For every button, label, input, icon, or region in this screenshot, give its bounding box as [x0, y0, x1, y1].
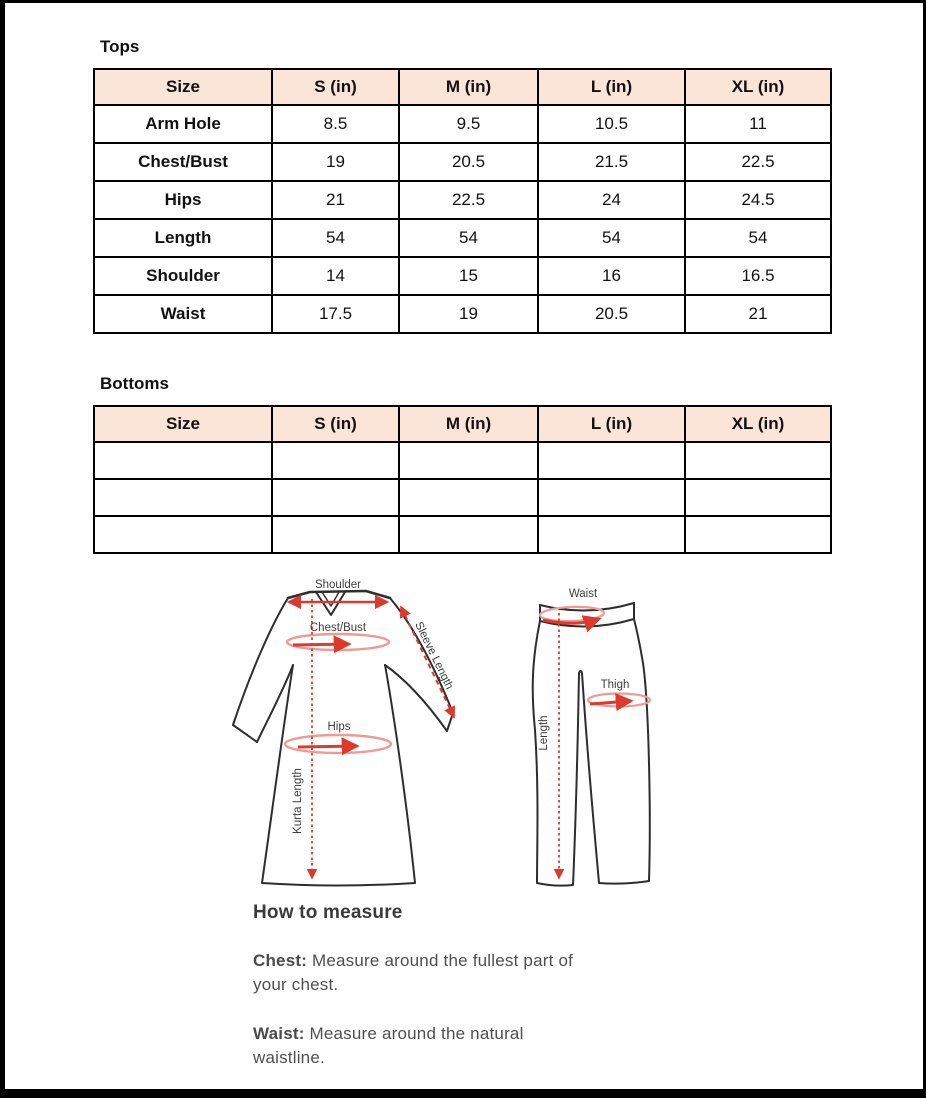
cell-value — [272, 479, 399, 516]
cell-value — [685, 479, 831, 516]
kurta-chest-label: Chest/Bust — [309, 622, 367, 634]
cell-value — [399, 442, 538, 479]
cell-value — [272, 516, 399, 553]
row-label: Length — [94, 219, 272, 257]
cell-value — [538, 442, 685, 479]
column-header: S (in) — [272, 406, 399, 442]
cell-value: 54 — [399, 219, 538, 257]
cell-value: 8.5 — [272, 105, 399, 143]
cell-value: 15 — [399, 257, 538, 295]
table-row — [94, 516, 831, 553]
bottoms-section-title: Bottoms — [100, 374, 169, 393]
cell-value: 21 — [685, 295, 831, 333]
row-label: Arm Hole — [94, 105, 272, 143]
kurta-sleeve-length-label: Sleeve Length — [412, 620, 456, 692]
row-label: Shoulder — [94, 257, 272, 295]
table-row — [94, 257, 831, 295]
table-row — [94, 479, 831, 516]
cell-value: 21.5 — [538, 143, 685, 181]
how-to-measure-heading: How to measure — [253, 902, 403, 923]
column-header: L (in) — [538, 69, 685, 105]
table-row — [94, 181, 831, 219]
tops-section-title: Tops — [100, 37, 140, 56]
chest-ellipse — [287, 634, 389, 650]
hips-arrow — [298, 746, 357, 747]
cell-value — [538, 516, 685, 553]
cell-value — [399, 516, 538, 553]
cell-value: 21 — [272, 181, 399, 219]
chest-instruction: Chest: Measure around the fullest part of your chest. — [253, 951, 574, 994]
cell-value: 20.5 — [399, 143, 538, 181]
cell-value: 19 — [272, 143, 399, 181]
column-header: XL (in) — [685, 406, 831, 442]
cell-value: 20.5 — [538, 295, 685, 333]
cell-value: 24 — [538, 181, 685, 219]
cell-value — [685, 516, 831, 553]
pants-waist-label: Waist — [568, 588, 598, 600]
pants-thigh-label: Thigh — [600, 679, 630, 691]
how-to-measure-diagram — [225, 565, 695, 900]
table-row — [94, 219, 831, 257]
table-row — [94, 143, 831, 181]
bottoms-table-header — [94, 406, 831, 442]
kurta-shoulder-label: Shoulder — [314, 579, 362, 591]
thigh-arrow — [590, 701, 631, 704]
cell-value — [399, 479, 538, 516]
row-label — [94, 479, 272, 516]
column-header: Size — [94, 406, 272, 442]
cell-value: 54 — [538, 219, 685, 257]
table-row — [94, 442, 831, 479]
tops-table-header — [94, 69, 831, 105]
table-row — [94, 105, 831, 143]
column-header: M (in) — [399, 406, 538, 442]
tops-size-table — [93, 68, 832, 334]
column-header: XL (in) — [685, 69, 831, 105]
column-header: S (in) — [272, 69, 399, 105]
waist-instruction: Waist: Measure around the natural waistline. — [253, 1024, 524, 1067]
chest-arrow — [293, 644, 349, 645]
pants-length-label: Length — [538, 715, 550, 751]
pants-sketch — [533, 603, 650, 886]
table-row — [94, 295, 831, 333]
kurta-length-label: Kurta Length — [292, 768, 304, 834]
hips-ellipse — [285, 735, 391, 753]
column-header: L (in) — [538, 406, 685, 442]
row-label: Hips — [94, 181, 272, 219]
cell-value: 24.5 — [685, 181, 831, 219]
cell-value: 16 — [538, 257, 685, 295]
row-label: Waist — [94, 295, 272, 333]
cell-value: 19 — [399, 295, 538, 333]
column-header: Size — [94, 69, 272, 105]
bottoms-size-table — [93, 405, 832, 554]
row-label — [94, 442, 272, 479]
cell-value: 16.5 — [685, 257, 831, 295]
cell-value: 54 — [685, 219, 831, 257]
chest-term: Chest: — [253, 951, 308, 970]
cell-value — [538, 479, 685, 516]
row-label — [94, 516, 272, 553]
cell-value — [272, 442, 399, 479]
waist-term: Waist: — [253, 1024, 305, 1043]
cell-value: 22.5 — [685, 143, 831, 181]
sleeve-length-arrow — [401, 607, 454, 717]
cell-value: 9.5 — [399, 105, 538, 143]
cell-value: 10.5 — [538, 105, 685, 143]
row-label: Chest/Bust — [94, 143, 272, 181]
cell-value: 17.5 — [272, 295, 399, 333]
cell-value: 14 — [272, 257, 399, 295]
cell-value: 54 — [272, 219, 399, 257]
how-to-measure-section — [253, 902, 645, 1095]
column-header: M (in) — [399, 69, 538, 105]
cell-value — [685, 442, 831, 479]
kurta-hips-label: Hips — [327, 721, 351, 733]
cell-value: 22.5 — [399, 181, 538, 219]
cell-value: 11 — [685, 105, 831, 143]
